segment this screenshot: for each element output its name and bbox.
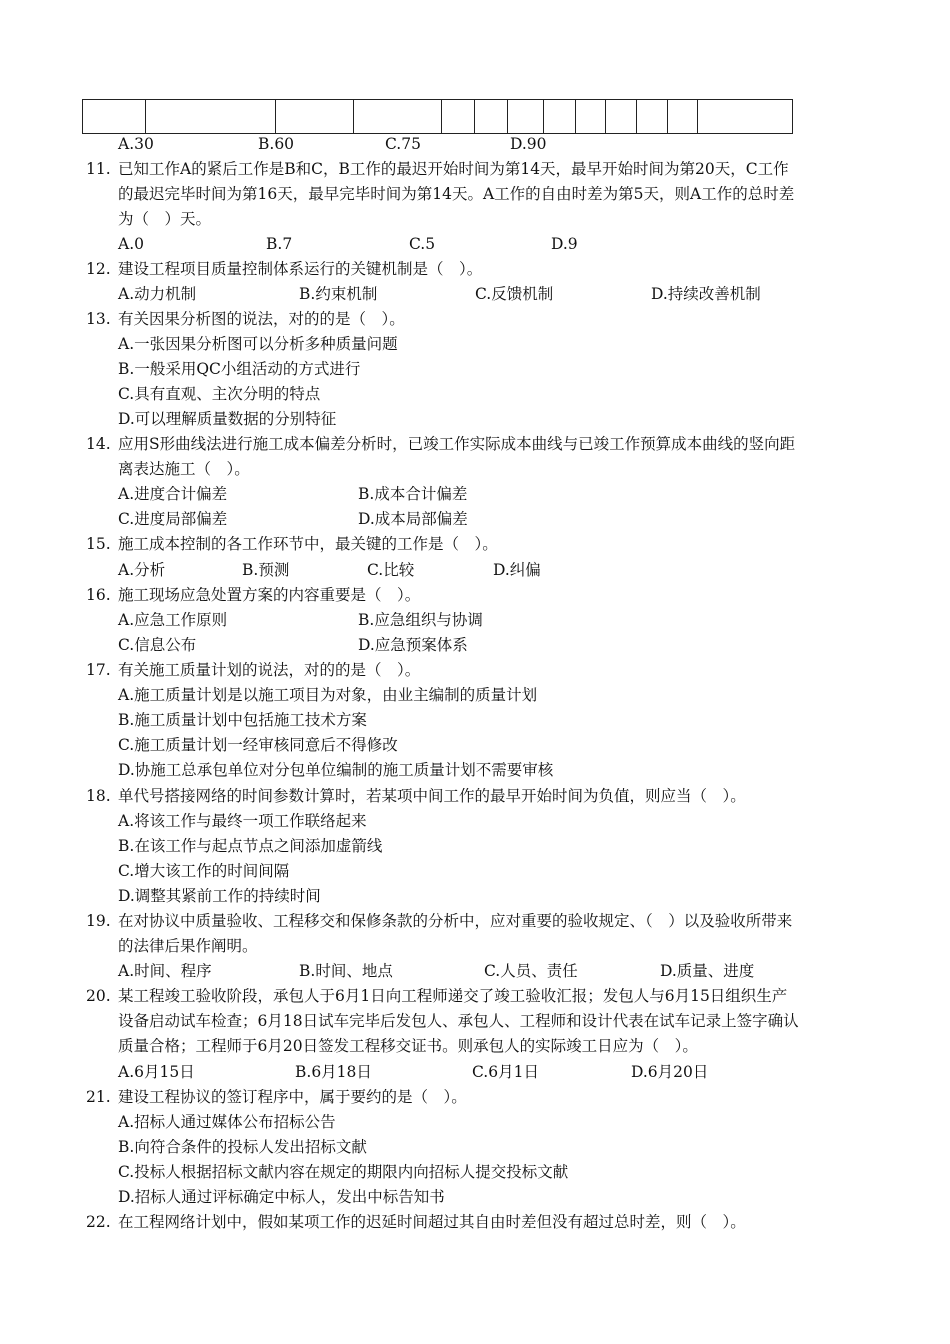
option: C.增大该工作的时间间隔 — [118, 862, 290, 880]
question-number: 22. — [86, 1213, 111, 1231]
table-cell — [276, 100, 354, 134]
question-line: 17. 有关施工质量计划的说法，对的的是（ ）。 — [86, 661, 421, 679]
option: B.成本合计偏差 — [358, 485, 468, 503]
option: A.6月15日 — [118, 1063, 195, 1081]
question-line: 的法律后果作阐明。 — [118, 937, 258, 955]
question-line: 16. 施工现场应急处置方案的内容重要是（ ）。 — [86, 586, 421, 604]
option: C.5 — [409, 235, 436, 253]
option: B.时间、地点 — [299, 962, 393, 980]
table-cell — [544, 100, 576, 134]
question-line: 18. 单代号搭接网络的时间参数计算时，若某项中间工作的最早开始时间为负值，则应当（ ）。 — [86, 787, 746, 805]
option: A.30 — [118, 135, 154, 153]
question-number: 19. — [86, 912, 111, 930]
question-line: 质量合格；工程师于6月20日签发工程移交证书。则承包人的实际竣工日应为（ ）。 — [118, 1037, 698, 1055]
table-cell — [83, 100, 146, 134]
option: A.将该工作与最终一项工作联络起来 — [118, 812, 367, 830]
option: A.0 — [118, 235, 144, 253]
table-cell — [146, 100, 276, 134]
option: B.7 — [266, 235, 293, 253]
option: A.时间、程序 — [118, 962, 212, 980]
question-line: 12. 建设工程项目质量控制体系运行的关键机制是（ ）。 — [86, 260, 483, 278]
option: D.纠偏 — [493, 561, 541, 579]
option: C.进度局部偏差 — [118, 510, 228, 528]
option: D.协施工总承包单位对分包单位编制的施工质量计划不需要审核 — [118, 761, 554, 779]
table-row — [83, 100, 793, 134]
question-line: 20. 某工程竣工验收阶段，承包人于6月1日向工程师递交了竣工验收汇报；发包人与6月15日组织生产 — [86, 987, 788, 1005]
option: A.一张因果分析图可以分析多种质量问题 — [118, 335, 398, 353]
question-number: 11. — [86, 160, 111, 178]
option: D.成本局部偏差 — [358, 510, 468, 528]
option: B.应急组织与协调 — [358, 611, 483, 629]
question-line: 设备启动试车检查；6月18日试车完毕后发包人、承包人、工程师和设计代表在试车记录上签字确认 — [118, 1012, 799, 1030]
option: A.分析 — [118, 561, 166, 579]
option: A.施工质量计划是以施工项目为对象，由业主编制的质量计划 — [118, 686, 538, 704]
option: C.施工质量计划一经审核同意后不得修改 — [118, 736, 398, 754]
table-cell — [668, 100, 698, 134]
option: B.预测 — [242, 561, 290, 579]
option: B.一般采用QC小组活动的方式进行 — [118, 360, 361, 378]
table-cell — [637, 100, 668, 134]
question-line: 21. 建设工程协议的签订程序中，属于要约的是（ ）。 — [86, 1088, 467, 1106]
question-number: 14. — [86, 435, 111, 453]
table-cell — [606, 100, 637, 134]
question-number: 16. — [86, 586, 111, 604]
question-number: 17. — [86, 661, 111, 679]
question-line: 的最迟完毕时间为第16天，最早完毕时间为第14天。A工作的自由时差为第5天，则A工作的总时差 — [118, 185, 795, 203]
table-cell — [576, 100, 606, 134]
option: D.应急预案体系 — [358, 636, 468, 654]
question-number: 18. — [86, 787, 111, 805]
option: C.具有直观、主次分明的特点 — [118, 385, 321, 403]
table-cell — [475, 100, 508, 134]
question-line: 13. 有关因果分析图的说法，对的的是（ ）。 — [86, 310, 405, 328]
question-line: 22. 在工程网络计划中，假如某项工作的迟延时间超过其自由时差但没有超过总时差，则（ ）。 — [86, 1213, 746, 1231]
option: D.调整其紧前工作的持续时间 — [118, 887, 321, 905]
option: D.6月20日 — [631, 1063, 709, 1081]
table-cell — [442, 100, 475, 134]
option: D.9 — [551, 235, 578, 253]
option: B.施工质量计划中包括施工技术方案 — [118, 711, 367, 729]
option: B.约束机制 — [299, 285, 378, 303]
table-cell — [354, 100, 442, 134]
option: C.比较 — [367, 561, 415, 579]
question-line: 为（ ）天。 — [118, 210, 212, 228]
question-line: 19. 在对协议中质量验收、工程移交和保修条款的分析中，应对重要的验收规定、（ ）以及验收所带来 — [86, 912, 793, 930]
option: C.反馈机制 — [475, 285, 554, 303]
table-fragment — [82, 99, 793, 134]
option: C.投标人根据招标文献内容在规定的期限内向招标人提交投标文献 — [118, 1163, 569, 1181]
option: B.向符合条件的投标人发出招标文献 — [118, 1138, 367, 1156]
question-line: 离表达施工（ ）。 — [118, 460, 250, 478]
option: C.6月1日 — [472, 1063, 539, 1081]
question-line: 14. 应用S形曲线法进行施工成本偏差分析时，已竣工作实际成本曲线与已竣工作预算成本曲线的竖向距 — [86, 435, 796, 453]
option: C.人员、责任 — [484, 962, 578, 980]
option: C.信息公布 — [118, 636, 197, 654]
option: D.90 — [510, 135, 547, 153]
option: A.招标人通过媒体公布招标公告 — [118, 1113, 336, 1131]
option: A.应急工作原则 — [118, 611, 228, 629]
option: B.6月18日 — [295, 1063, 372, 1081]
question-number: 20. — [86, 987, 111, 1005]
question-line: 11. 已知工作A的紧后工作是B和C，B工作的最迟开始时间为第14天，最早开始时间为第20天，C工作 — [86, 160, 789, 178]
option: B.60 — [258, 135, 295, 153]
question-number: 12. — [86, 260, 111, 278]
table-cell — [508, 100, 544, 134]
question-number: 13. — [86, 310, 111, 328]
option: A.动力机制 — [118, 285, 197, 303]
question-number: 21. — [86, 1088, 111, 1106]
option: D.持续改善机制 — [651, 285, 761, 303]
option: C.75 — [385, 135, 421, 153]
option: D.招标人通过评标确定中标人，发出中标告知书 — [118, 1188, 445, 1206]
option: D.可以理解质量数据的分别特征 — [118, 410, 337, 428]
table-cell — [698, 100, 793, 134]
option: A.进度合计偏差 — [118, 485, 228, 503]
question-number: 15. — [86, 535, 111, 553]
option: D.质量、进度 — [660, 962, 755, 980]
option: B.在该工作与起点节点之间添加虚箭线 — [118, 837, 383, 855]
question-line: 15. 施工成本控制的各工作环节中，最关键的工作是（ ）。 — [86, 535, 498, 553]
